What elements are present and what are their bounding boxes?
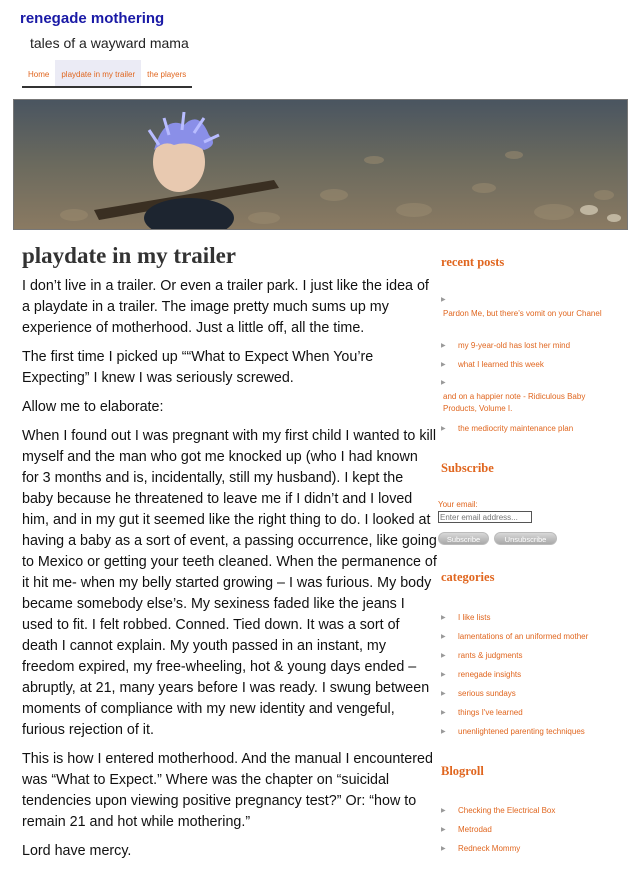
- nav-the-players[interactable]: the players: [147, 70, 187, 79]
- category-link[interactable]: ▶ serious sundays: [441, 689, 516, 698]
- site-title-link[interactable]: renegade mothering: [20, 10, 165, 27]
- category-link[interactable]: ▶ rants & judgments: [441, 651, 523, 660]
- email-field[interactable]: [438, 511, 532, 523]
- category-link[interactable]: ▶ things I've learned: [441, 708, 523, 717]
- triangle-right-icon: ▶: [441, 426, 446, 432]
- recent-post-link[interactable]: ▶ what I learned this week: [441, 360, 544, 369]
- post-paragraph: When I found out I was pregnant with my first child I wanted to kill myself and the man who got me knocked up (who I had known for 3 months and is, incidentally, still my husband). I kept the baby because he threatened to leave me if I didn’t and I loved him, and in my gut it seemed like the right thing to do. I looked at having a baby as a sort of event, a passing occurrence, like going to Mexico or getting your teeth cleaned. When the permanence of it hit me- when my belly started growing – I was furious. My body became somebody else’s. My sexiness faded like the jeans I used to fit. I felt robbed. Conned. Tied down. It was a sort of death I cannot explain. My youth passed in an instant, my freedom expired, my free-wheeling, hot & young days ended – abruptly, at 21, many years before I was ready. I swung between moments of compliance with my new identity and vengeful, furious rejection of it.: [22, 428, 437, 738]
- email-label: Your email:: [438, 500, 478, 509]
- triangle-right-icon: ▶: [441, 691, 446, 697]
- category-link[interactable]: ▶ unenlightened parenting techniques: [441, 727, 585, 736]
- recent-post-link[interactable]: ▶ and on a happier note - Ridiculous Baby Products, Volume I.: [441, 391, 613, 415]
- recent-post-link[interactable]: ▶ my 9-year-old has lost her mind: [441, 341, 571, 350]
- triangle-right-icon: ▶: [441, 729, 446, 735]
- post-paragraph: Lord have mercy.: [22, 843, 132, 859]
- triangle-right-icon: ▶: [441, 615, 446, 621]
- triangle-right-icon: ▶: [441, 827, 446, 833]
- triangle-right-icon: ▶: [441, 710, 446, 716]
- sidebar: [438, 0, 626, 864]
- blogroll-link[interactable]: ▶ Metrodad: [441, 825, 492, 834]
- triangle-right-icon: ▶: [441, 634, 446, 640]
- post-paragraph: I don’t live in a trailer. Or even a trailer park. I just like the idea of a playdate in a trailer. The image pretty much sums up my experience of motherhood. Just a little off, all the time.: [22, 278, 429, 336]
- category-link[interactable]: ▶ I like lists: [441, 613, 491, 622]
- post-paragraph: The first time I picked up ““What to Expect When You’re Expecting” I knew I was seriously screwed.: [22, 349, 374, 386]
- triangle-right-icon: ▶: [441, 653, 446, 659]
- recent-post-link[interactable]: ▶ Pardon Me, but there’s vomit on your Chanel: [441, 308, 613, 320]
- categories-heading: categories: [441, 570, 495, 584]
- category-link[interactable]: ▶ renegade insights: [441, 670, 522, 679]
- nav-home[interactable]: Home: [28, 70, 50, 79]
- recent-post-link[interactable]: ▶ the mediocrity maintenance plan: [441, 424, 574, 433]
- triangle-right-icon: ▶: [441, 672, 446, 678]
- site-description: tales of a wayward mama: [30, 35, 189, 51]
- post-title: playdate in my trailer: [22, 243, 236, 268]
- triangle-right-icon: ▶: [441, 808, 446, 814]
- triangle-right-icon: ▶: [441, 362, 446, 368]
- blogroll-link[interactable]: ▶ Checking the Electrical Box: [441, 806, 556, 815]
- triangle-right-icon: ▶: [441, 297, 446, 303]
- triangle-right-icon: ▶: [441, 343, 446, 349]
- blogroll-heading: Blogroll: [441, 764, 484, 778]
- unsubscribe-button[interactable]: Unsubscribe: [494, 532, 557, 545]
- subscribe-button[interactable]: Subscribe: [438, 532, 489, 545]
- nav-playdate-in-my-trailer[interactable]: playdate in my trailer: [55, 60, 141, 86]
- category-link[interactable]: ▶ lamentations of an uniformed mother: [441, 632, 589, 641]
- main-nav: [22, 60, 192, 88]
- triangle-right-icon: ▶: [441, 380, 446, 386]
- post-paragraph: Allow me to elaborate:: [22, 399, 164, 415]
- blogroll-link[interactable]: ▶ Redneck Mommy: [441, 844, 521, 853]
- post-paragraph: This is how I entered motherhood. And the manual I encountered was “What to Expect.” Where was the chapter on “suicidal tendencies upon viewing positive pregnancy test?” Or: “how to remain 21 and hot while mothering.”: [22, 751, 433, 830]
- subscribe-heading: Subscribe: [441, 461, 494, 475]
- triangle-right-icon: ▶: [441, 846, 446, 852]
- recent-posts-heading: recent posts: [441, 255, 505, 269]
- post-content: [22, 276, 438, 870]
